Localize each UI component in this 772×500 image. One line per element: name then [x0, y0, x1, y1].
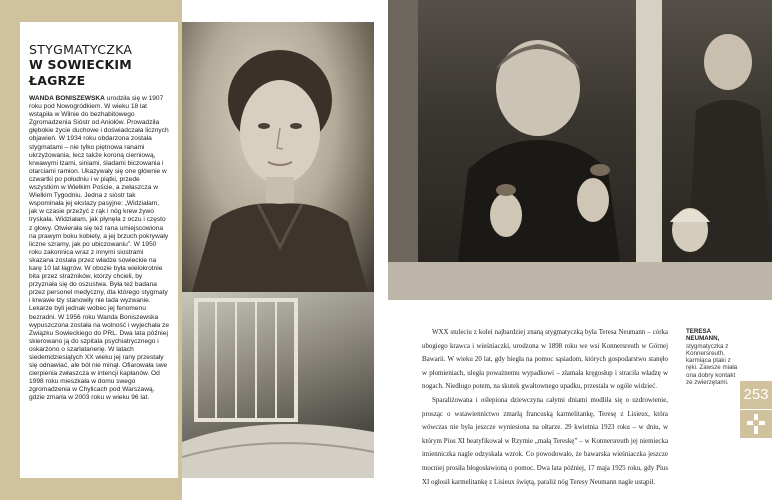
sidebar-title-line2: W SOWIECKIM ŁAGRZE	[29, 57, 132, 88]
cross-icon	[740, 410, 772, 438]
caption-name: TERESA NEUMANN,	[686, 328, 720, 343]
cross-emblem	[740, 410, 772, 438]
sidebar-title-line1: STYGMATYCZKA	[29, 42, 133, 57]
bed-illustration	[182, 292, 374, 478]
portrait-illustration	[182, 22, 374, 292]
portrait-photo	[182, 22, 374, 292]
window-scene-illustration	[388, 0, 772, 300]
sidebar-body	[29, 95, 169, 403]
main-paragraph-1: WXX stuleciu z kolei najbardziej znaną stygmatyczką była Teresa Neumann – córka ubogiego krawca i wieśniaczki, urodzona w 1898 roku we wsi Konnersreuth w Górnej Bawarii. W wieku 20 lat, gdy biegła na pomoc sąsiadom, których gospodarstwo stanęło w płomieniach, uległa poważnemu wypadkowi – złamała kręgosłup i straciła władzę w nogach. Niedługo potem, na skutek gwałtownego upadku, przestała w ogóle widzieć.	[422, 329, 668, 391]
caption-text: stygmatyczka z Konnersreuth, karmiąca ptaki z ręki. Zawsze miała ona dobry kontakt ze zwierzętami.	[686, 342, 738, 387]
sidebar-box	[20, 22, 178, 478]
page-number: 253	[740, 381, 772, 409]
teresa-neumann-photo	[388, 0, 772, 300]
bed-photo	[182, 292, 374, 478]
photo-caption	[686, 328, 738, 386]
sidebar-lead-name: WANDA BONISZEWSKA	[29, 95, 105, 102]
main-article-text	[422, 326, 668, 489]
sidebar-body-text: urodziła się w 1907 roku pod Nowogródkiem. W wieku 18 lat wstąpiła w Wilnie do bezhabitowego Zgromadzenia Sióstr od Aniołów. Prowadziła głębokie życie duchowe i doświadczała licznych objawień. W 1934 roku obdarzona została stygmatami – nie tylko piętnowa ranami ukrzyżowania, lecz także koroną cierniową, krwawymi łzami, siniami, śladami biczowania i otarciami ramion. Ukazywały się one głównie w czwartki po południu i w piątki, przede wszystkim w Wielkim Poście, a zwłaszcza w Wielkim Tygodniu. Jedna z sióstr tak wspominała jej ekstazy pasyjne: „Widziałam, jak w czasie przeżyć z rąk i nóg krew żywo tryskała. Widziałam, jak płynęła z oczu i często z głowy. Otwierała się też rana umiejscowiona na prawym boku kobiety, a jej brzuch pokrywały liczne szramy, jak po ubiczowaniu”. W 1950 roku zakonnica wraz z innymi siostrami skazana została przez władze sowieckie na karę 10 lat łagrów. W obozie była wielokrotnie bita przez strażników, którzy chcieli, by przyznała się do oszustwa. Była też badana przez personel medyczny, dla którego stygmaty i krwawe łzy stanowiły nie lada wyzwanie. Lekarze byli jednak wobec jej fenomenu bezradni. W 1956 roku Wanda Boniszewska wypuszczona została na wolność i wyjechała ze Związku Sowieckiego do PRL. Dwa lata później skierowano ją do szpitala psychiatrycznego i oskarżono o szarlatanerię. W latach siedemdziesiątych XX wieku jej rany przestały się odnawiać, ale ból nie minął. Ofiarowała swe cierpienia zwłaszcza w intencji kapłanów. Od 1998 roku mieszkała w domu swego zgromadzenia w Chylicach pod Warszawą, gdzie zmarła w 2003 roku w wieku 96 lat.	[29, 95, 170, 402]
main-paragraph-2: Sparaliżowana i oślepiona dziewczyna całymi dniami modliła się o uzdrowienie, prosząc o wstawiennictwo zmarłą francuską karmelitankę, Teresę z Lisieux, która wówczas nie była jeszcze wyniesiona na ołtarze. 29 kwietnia 1923 roku – w dniu, w którym Pius XI beatyfikował w Rzymie „małą Tereskę” – w Konnersreuth jej niemiecka imienniczka nagle odzyskała wzrok. Co powodowało, że bawarska wieśniaczka jeszcze mocniej prosiła błogosławioną o pomoc. Dwa lata później, 17 maja 1925 roku, gdy Pius XI ogłosił karmelitankę z Lisieux świętą, paraliż nóg Teresy Neumann nagle ustąpił.	[422, 396, 668, 486]
